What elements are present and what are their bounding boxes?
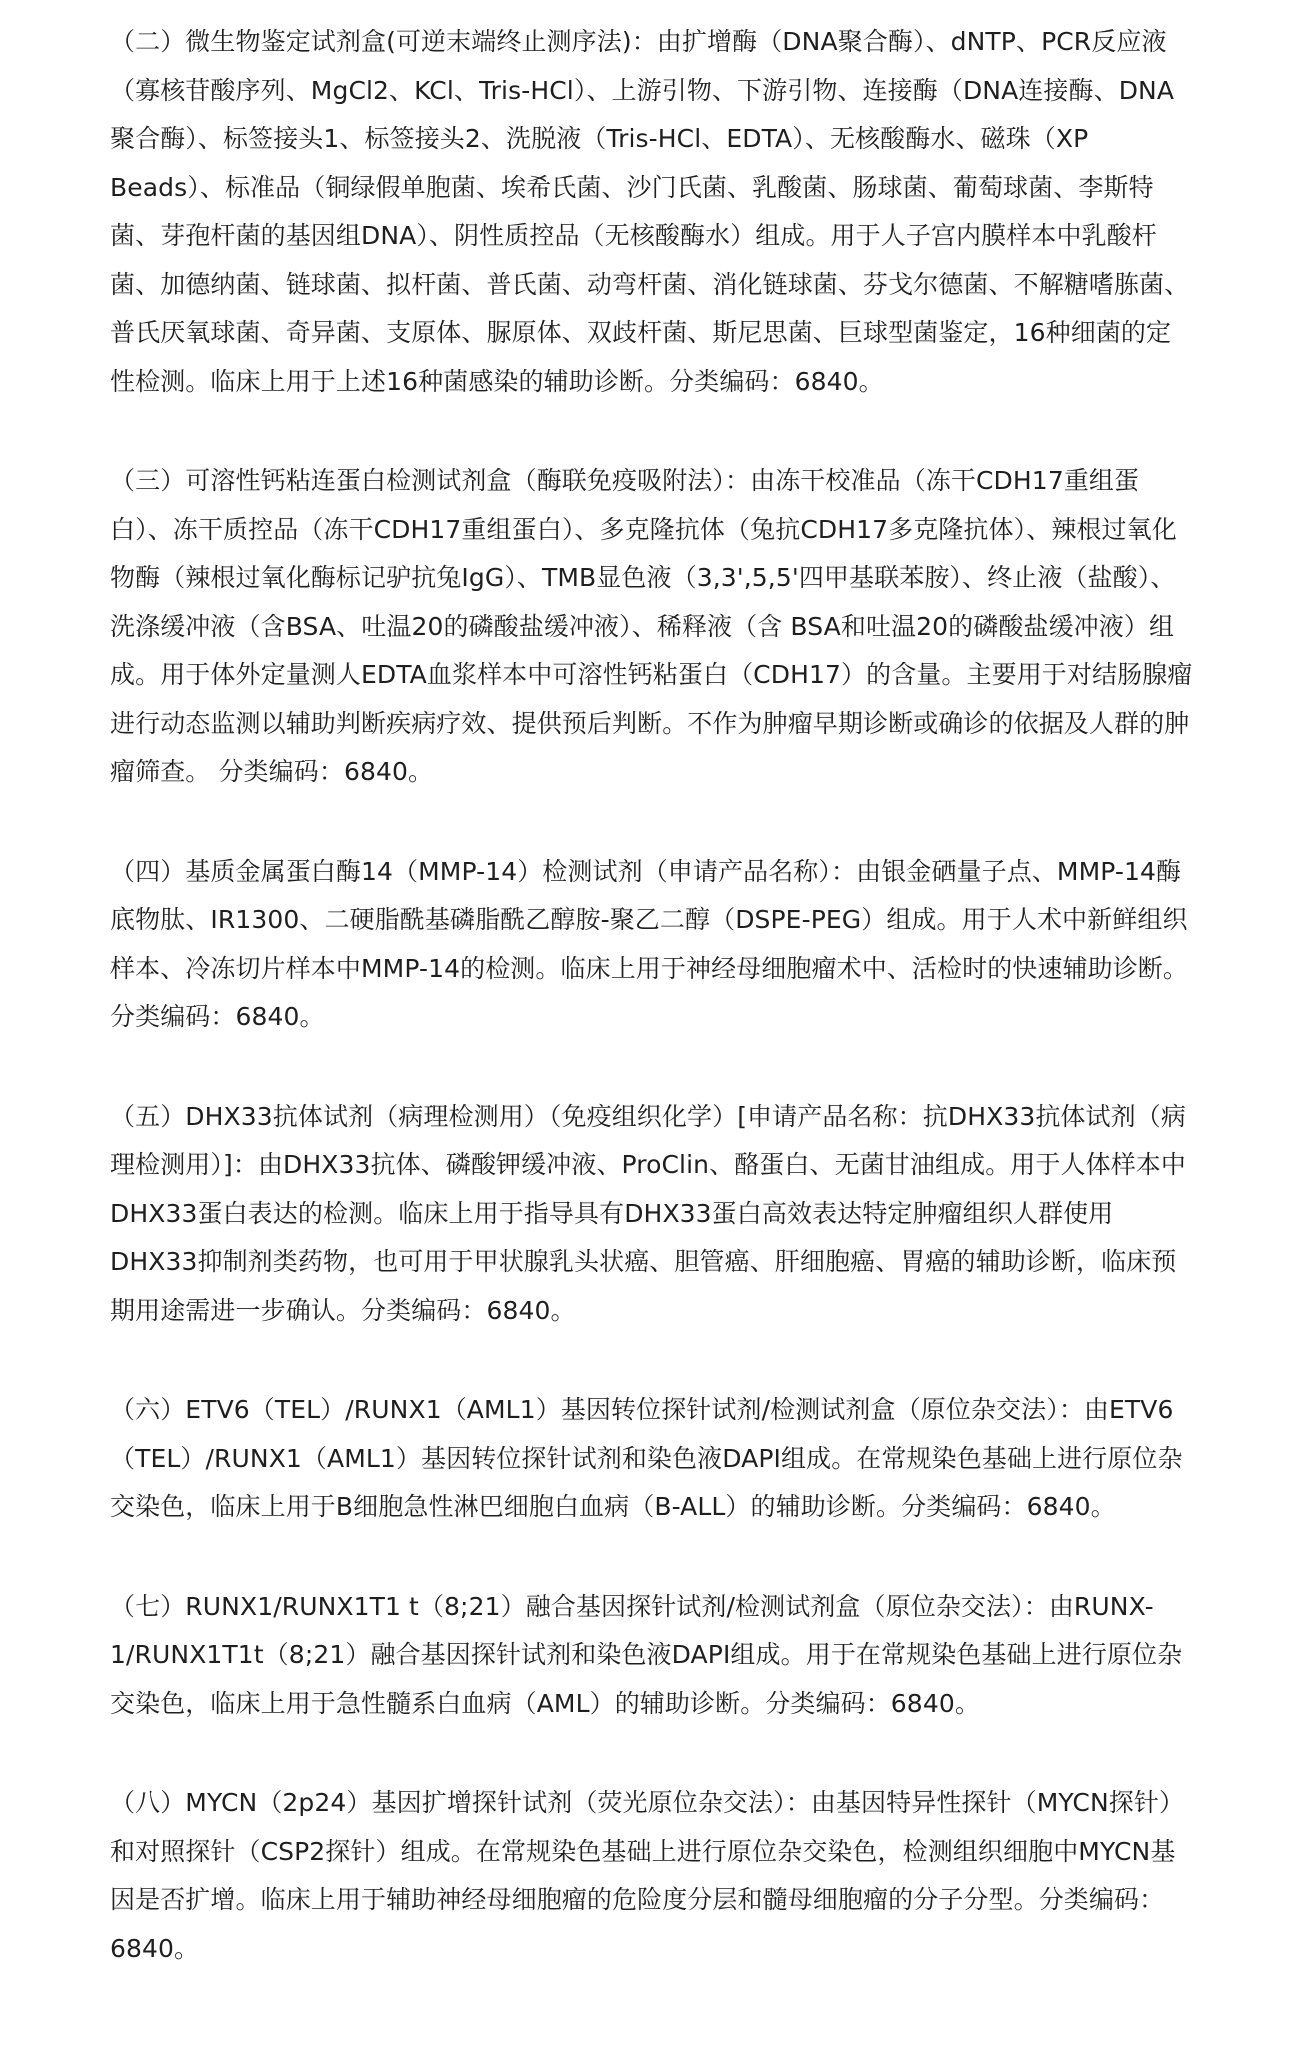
paragraph-item-3: （三）可溶性钙粘连蛋白检测试剂盒（酶联免疫吸附法）：由冻干校准品（冻干CDH17重组蛋白）、冻干质控品（冻干CDH17重组蛋白）、多克隆抗体（兔抗CDH17多克隆抗体）、辣根过氧化物酶（辣根过氧化酶标记驴抗兔IgG）、TMB显色液（3,3',5,5'四甲基联苯胺）、终止液（盐酸）、洗涤缓冲液（含BSA、吐温20的磷酸盐缓冲液）、稀释液（含 BSA和吐温20的磷酸盐缓冲液）组成。用于体外定量测人EDTA血浆样本中可溶性钙粘蛋白（CDH17）的含量。主要用于对结肠腺瘤进行动态监测以辅助判断疾病疗效、提供预后判断。不作为肿瘤早期诊断或确诊的依据及人群的肿瘤筛查。 分类编码：6840。 — [110, 466, 1193, 786]
paragraph-item-8: （八）MYCN（2p24）基因扩增探针试剂（荧光原位杂交法）：由基因特异性探针（MYCN探针）和对照探针（CSP2探针）组成。在常规染色基础上进行原位杂交染色，检测组织细胞中MYCN基因是否扩增。临床上用于辅助神经母细胞瘤的危险度分层和髓母细胞瘤的分子分型。分类编码：6840。 — [110, 1788, 1185, 1963]
paragraph-item-5: （五）DHX33抗体试剂（病理检测用）（免疫组织化学）[申请产品名称：抗DHX33抗体试剂（病理检测用）]：由DHX33抗体、磷酸钾缓冲液、ProClin、酪蛋白、无菌甘油组成。用于人体样本中DHX33蛋白表达的检测。临床上用于指导具有DHX33蛋白高效表达特定肿瘤组织人群使用DHX33抑制剂类药物，也可用于甲状腺乳头状癌、胆管癌、肝细胞癌、胃癌的辅助诊断，临床预期用途需进一步确认。分类编码：6840。 — [110, 1101, 1186, 1325]
paragraph-item-7: （七）RUNX1/RUNX1T1 t（8;21）融合基因探针试剂/检测试剂盒（原位杂交法）：由RUNX-1/RUNX1T1t（8;21）融合基因探针试剂和染色液DAPI组成。用于在常规染色基础上进行原位杂交染色，临床上用于急性髓系白血病（AML）的辅助诊断。分类编码：6840。 — [110, 1591, 1183, 1718]
paragraph-item-6: （六）ETV6（TEL）/RUNX1（AML1）基因转位探针试剂/检测试剂盒（原位杂交法）：由ETV6（TEL）/RUNX1（AML1）基因转位探针试剂和染色液DAPI组成。在常规染色基础上进行原位杂交染色，临床上用于B细胞急性淋巴细胞白血病（B-ALL）的辅助诊断。分类编码：6840。 — [110, 1395, 1183, 1521]
paragraph-item-4: （四）基质金属蛋白酶14（MMP-14）检测试剂（申请产品名称）：由银金硒量子点、MMP-14酶底物肽、IR1300、二硬脂酰基磷脂酰乙醇胺-聚乙二醇（DSPE-PEG）组成。用于人术中新鲜组织样本、冷冻切片样本中MMP-14的检测。临床上用于神经母细胞瘤术中、活检时的快速辅助诊断。分类编码：6840。 — [110, 856, 1189, 1031]
paragraph-item-2: （二）微生物鉴定试剂盒(可逆末端终止测序法)：由扩增酶（DNA聚合酶）、dNTP、PCR反应液（寡核苷酸序列、MgCl2、KCl、Tris-HCl）、上游引物、下游引物、连接酶（DNA连接酶、DNA聚合酶）、标签接头1、标签接头2、洗脱液（Tris-HCl、EDTA）、无核酸酶水、磁珠（XP Beads）、标准品（铜绿假单胞菌、埃希氏菌、沙门氏菌、乳酸菌、肠球菌、葡萄球菌、李斯特菌、芽孢杆菌的基因组DNA）、阴性质控品（无核酸酶水）组成。用于人子宫内膜样本中乳酸杆菌、加德纳菌、链球菌、拟杆菌、普氏菌、动弯杆菌、消化链球菌、芬戈尔德菌、不解糖嗜胨菌、普氏厌氧球菌、奇异菌、支原体、脲原体、双歧杆菌、斯尼思菌、巨球型菌鉴定，16种细菌的定性检测。临床上用于上述16种菌感染的辅助诊断。分类编码：6840。 — [110, 27, 1190, 396]
